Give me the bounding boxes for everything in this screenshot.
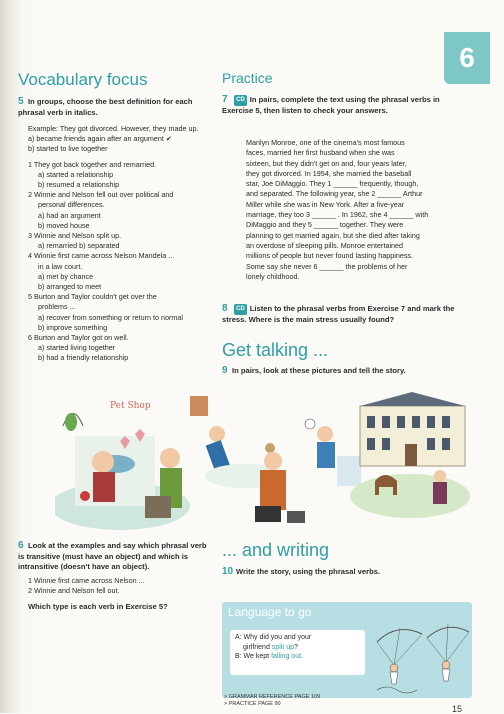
passage-line: planning to get married again, but she died after taking [246,230,420,240]
page-number: 15 [452,704,463,714]
ex6-line-2: 2 Winnie and Nelson fell out. [28,585,120,595]
ex6-instruction [18,541,213,573]
item-question: 3 Winnie and Nelson split up. [28,231,122,241]
item-question-cont: problems ... [38,302,76,312]
passage-line: star, Joe DiMaggio. They 1 ______ frequently, though, [246,179,419,189]
language-to-go-box [222,602,472,698]
passage-line: they got divorced. In 1954, she married the baseball [246,168,412,178]
item-question: 4 Winnie first came across Nelson Mandela ... [28,251,175,261]
unit-number-tab [444,32,490,84]
item-option: a) recover from something or return to normal [38,312,184,322]
dialogue-text: . [301,653,303,660]
dialogue-box [230,630,365,675]
passage-line: faces, married her first husband when she was [246,148,395,158]
businessman-scene [255,452,305,523]
unit-number: 6 [459,42,475,73]
item-question-cont: personal differences. [38,200,105,210]
references [224,694,320,708]
item-question: 1 They got back together and remarried. [28,159,157,169]
example-a: a) became friends again after an argument ✔ [28,134,172,144]
language-to-go-title: Language to go [228,605,312,619]
passage-line: millions of people but never found lasting happiness. [246,251,414,261]
dialogue-text: ? [293,643,298,651]
dialogue-text: girlfriend [243,643,272,651]
dialogue-a-line1: A: Why did you and your [235,634,312,641]
ex9-text: In pairs, look at these pictures and tell the story. [232,366,406,375]
ex10-instruction [222,567,462,578]
ex8-number: 8 [222,303,228,314]
ex10-text: Write the story, using the phrasal verbs. [236,567,381,576]
passage-line: and separated. The following year, she 2 ______ Arthur [246,189,423,199]
ex9-instruction [222,366,462,377]
ex7-instruction [222,95,458,116]
item-option: b) improve something [38,322,108,332]
item-option: a) had an argument [38,210,101,220]
paraglider-illustration [372,620,472,696]
get-talking-title: Get talking ... [222,340,329,360]
item-3 [28,231,208,251]
item-question: 2 Winnie and Nelson fell out over political and [28,190,174,200]
passage-line: sixteen, but they didn't get on and, four years later, [246,158,407,168]
ex5-number: 5 [18,96,24,107]
item-option: b) had a friendly relationship [38,353,129,363]
item-question: 6 Burton and Taylor got on well. [28,333,129,343]
item-option: b) moved house [38,220,90,230]
item-option: b) arranged to meet [38,282,102,292]
item-question: 5 Burton and Taylor couldn't get over the [28,292,157,302]
exercise-6 [18,541,213,612]
ex6-text: Look at the examples and say which phrasal verb is transitive (must have an object) and which is intransitive (doesn't have an object). [18,541,207,571]
item-4 [28,251,208,292]
pet-shop-scene [55,413,190,530]
practice-page-link[interactable]: > PRACTICE PAGE 90 [224,701,281,707]
ex5-instruction [18,97,208,118]
ex9-number: 9 [222,365,228,376]
passage-line: Some say she never 6 ______ the problems of her [246,261,408,271]
passage-line: marriage, they too 3 ______ . In 1962, she 4 ______ with [246,210,429,220]
ex6-question: Which type is each verb in Exercise 5? [28,601,168,611]
passage-line: lonely childhood. [246,271,300,281]
item-option: a) started a relationship [38,169,114,179]
item-option: a) remarried b) separated [38,241,120,251]
marilyn-passage [246,138,461,282]
passage-line: Marilyn Monroe, one of the cinema's most famous [246,138,405,147]
ex5-example [18,124,208,155]
item-1 [28,160,208,191]
vocab-title: Vocabulary focus [18,70,148,89]
passage-line: DiMaggio and they 5 ______ together. They were [246,220,404,230]
item-5 [28,292,208,333]
item-question-cont: in a law court. [38,261,83,271]
writing-title: ... and writing [222,540,330,560]
dialogue-text: B: We kept [235,653,272,660]
ex7-number: 7 [222,94,228,105]
dialogue-b-line [235,652,360,662]
item-6 [28,333,208,364]
cd-icon: CD [234,304,247,315]
ex8-text: Listen to the phrasal verbs from Exercise 7 and mark the stress. Where is the main stress usually found? [222,304,455,324]
ex8-instruction [222,304,462,325]
ex6-line-1: 1 Winnie first came across Nelson ... [28,575,145,585]
passage-line: Miller while she was in New York. After a five-year [246,199,405,209]
ex5-text: In groups, choose the best definition for each phrasal verb in italics. [18,97,193,117]
ex7-text: In pairs, complete the text using the phrasal verbs in Exercise 5, then listen to check your answers. [222,95,440,115]
passage-line: an overdose of sleeping pills. Monroe entertained [246,240,404,250]
ex10-number: 10 [222,566,234,577]
ex6-number: 6 [18,540,24,551]
example-label: Example: They got divorced. However, they made up. [28,124,199,133]
kitchen-scene [305,419,361,486]
example-b: b) started to live together [28,144,108,154]
ex6-examples [18,576,213,596]
item-2 [28,190,208,231]
cd-icon: CD [234,95,247,106]
dialogue-highlight: split up [271,643,294,651]
mansion-scene [350,392,470,518]
item-option: a) met by chance [38,271,94,281]
dialogue-a-line2 [235,643,360,653]
ex5-items [18,160,208,364]
grammar-reference-link[interactable]: > GRAMMAR REFERENCE PAGE 109 [224,694,321,700]
pet-shop-sign: Pet Shop [110,401,151,411]
dialogue-highlight: falling out [271,653,302,660]
exercise-5 [18,97,208,364]
item-option: b) resumed a relationship [38,180,120,190]
practice-title: Practice [222,70,273,86]
item-option: a) started living together [38,343,116,353]
story-illustration [55,386,475,536]
